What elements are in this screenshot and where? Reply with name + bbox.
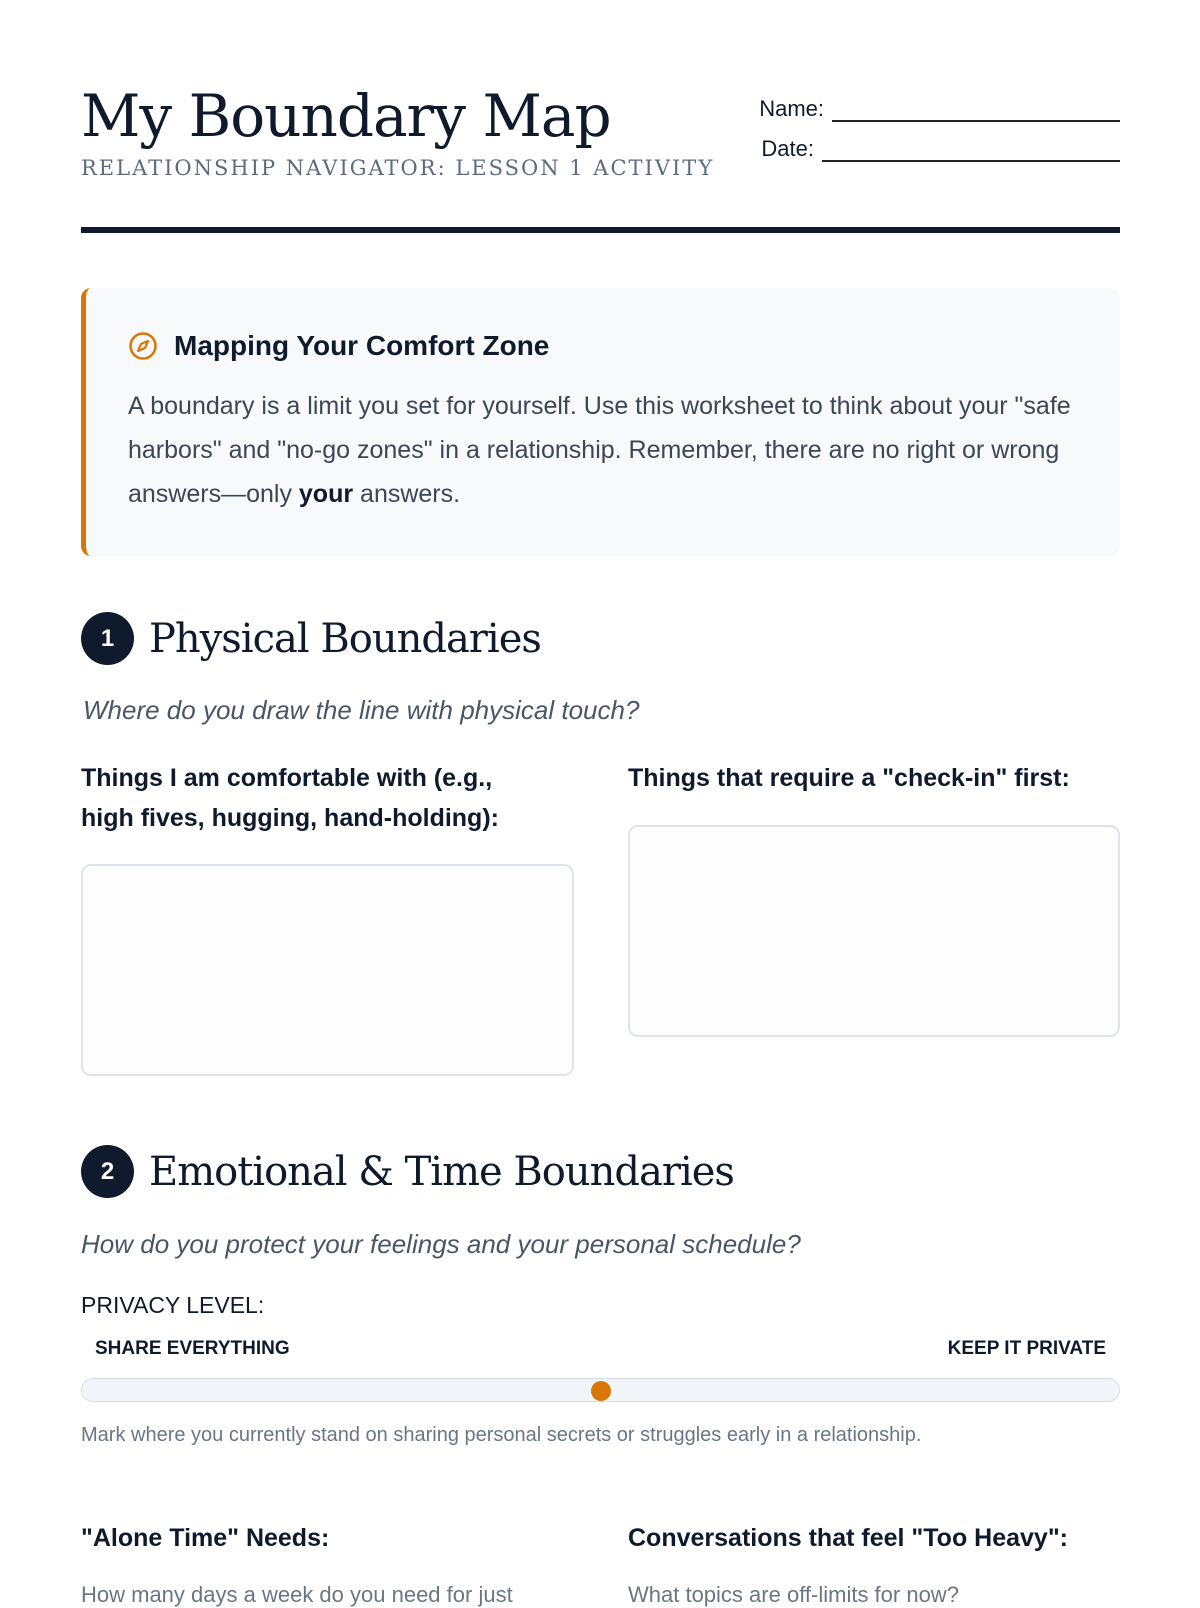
callout-body-end: answers. (353, 480, 461, 508)
section-number-badge: 2 (81, 1145, 134, 1198)
callout-title: Mapping Your Comfort Zone (174, 330, 550, 361)
slider-note: Mark where you currently stand on sharing personal secrets or struggles early in a relationship. (81, 1424, 922, 1446)
date-field[interactable] (822, 134, 1120, 162)
privacy-slider-track[interactable] (81, 1378, 1120, 1402)
section-emotional-header (81, 1145, 734, 1198)
section-title: Physical Boundaries (149, 615, 541, 662)
callout-body-text: A boundary is a limit you set for yourself. Use this worksheet to think about your "safe harbors" and "no-go zones" in a relationship. Remember, there are no right or wrong answers—only (128, 392, 1071, 508)
student-fields (740, 82, 1120, 162)
header-divider (81, 227, 1120, 233)
name-field[interactable] (832, 94, 1120, 122)
scale-max-label: KEEP IT PRIVATE (947, 1338, 1106, 1359)
heavy-conversations-hint: What topics are off-limits for now? (628, 1582, 959, 1607)
page-title: My Boundary Map (81, 82, 611, 150)
privacy-slider-thumb[interactable] (591, 1381, 611, 1401)
comfortable-label: Things I am comfortable with (e.g., high fives, hugging, hand-holding): (81, 764, 499, 832)
section-prompt: How do you protect your feelings and your personal schedule? (81, 1229, 801, 1259)
section-title: Emotional & Time Boundaries (149, 1148, 734, 1195)
scale-min-label: SHARE EVERYTHING (95, 1338, 290, 1359)
section-number-badge: 1 (81, 612, 134, 665)
privacy-level-label: PRIVACY LEVEL: (81, 1292, 265, 1318)
heavy-conversations-label: Conversations that feel "Too Heavy": (628, 1524, 1069, 1552)
section-physical-header (81, 612, 541, 665)
comfortable-answer-box[interactable] (81, 864, 574, 1076)
check-in-answer-box[interactable] (628, 825, 1120, 1037)
callout-body-emphasis: your (298, 480, 354, 508)
callout-header (128, 330, 1078, 362)
intro-callout (81, 288, 1120, 556)
page-subtitle: RELATIONSHIP NAVIGATOR: LESSON 1 ACTIVITY (81, 156, 715, 180)
alone-time-label: "Alone Time" Needs: (81, 1524, 330, 1552)
date-label: Date: (761, 136, 814, 161)
worksheet-page (81, 0, 1120, 1607)
check-in-label: Things that require a "check-in" first: (628, 764, 1070, 792)
callout-body (128, 384, 1078, 516)
name-label: Name: (759, 96, 824, 121)
alone-time-hint: How many days a week do you need for just (81, 1582, 513, 1607)
name-field-row (740, 82, 1120, 122)
date-field-row (740, 122, 1120, 162)
compass-icon (128, 331, 158, 361)
section-prompt: Where do you draw the line with physical touch? (83, 695, 640, 725)
